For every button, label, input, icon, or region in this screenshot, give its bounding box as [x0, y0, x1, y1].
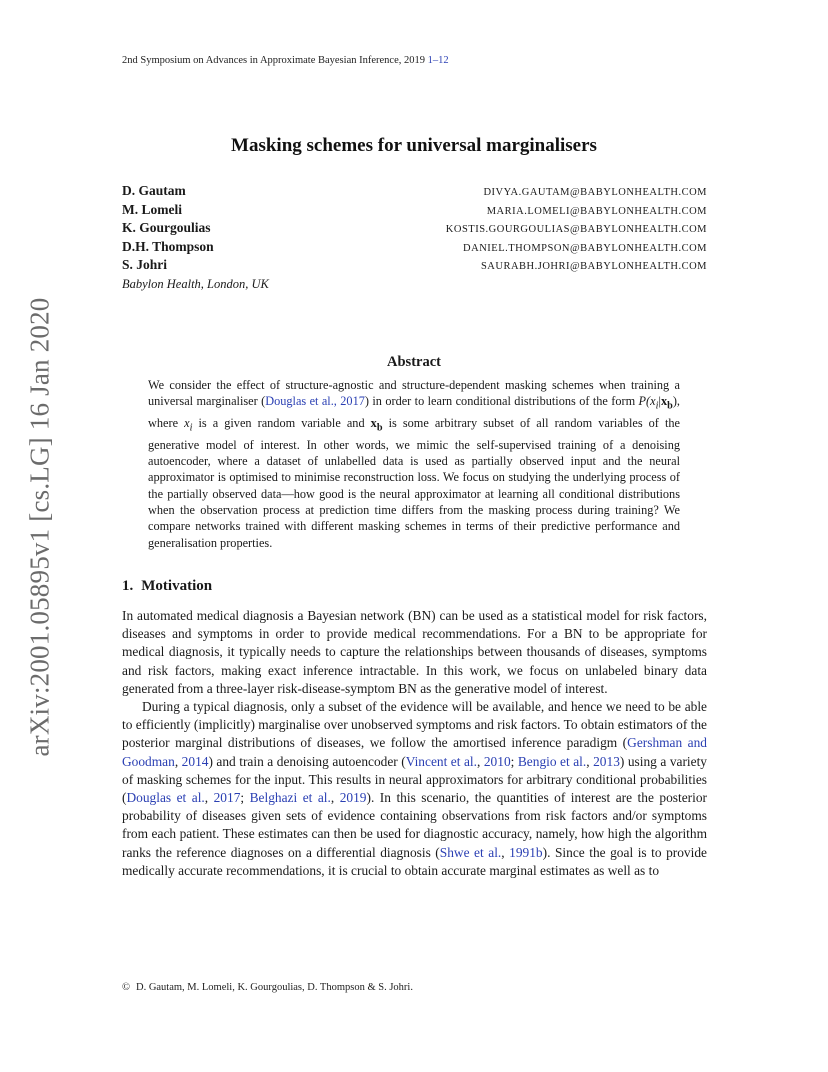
citation-year-link[interactable]: 2013 — [593, 753, 620, 769]
paragraph — [122, 698, 707, 880]
citation-year-link[interactable]: 2019 — [339, 790, 367, 806]
abstract-text: is a given random variable and — [192, 416, 371, 431]
author-email: MARIA.LOMELI@BABYLONHEALTH.COM — [486, 205, 707, 217]
section-heading — [122, 578, 212, 595]
author-row — [122, 220, 707, 239]
author-name: M. Lomeli — [122, 201, 182, 217]
paragraph-text: During a typical diagnosis, only a subset of the evidence will be available, and hence we need to be able to efficiently (implicitly) marginalise over unobserved symptoms and risk factors. To obtain estimators of the posterior marginal distributions of diseases, we follow the amortised inference paradigm ( — [122, 699, 707, 751]
math-part: x — [184, 416, 190, 431]
math-expression — [370, 416, 383, 434]
citation-year-link[interactable]: 1991b — [509, 844, 543, 860]
paragraph-text: ). In this scenario, the quantities of interest are the posterior probability of diseases given sets of evidence containing observations from risk factors and/or symptoms from each patient. These estimates can then be used for diagnostic accuracy, namely, how high the algorithm ranks the reference diagnoses on a differential diagnosis ( — [122, 790, 707, 860]
math-part: i — [655, 400, 659, 412]
math-part: | — [658, 394, 661, 409]
author-block — [122, 183, 707, 292]
author-row — [122, 239, 707, 258]
abstract-body — [148, 377, 680, 551]
arxiv-identifier-text: arXiv:2001.05895v1 [cs.LG] 16 Jan 2020 — [24, 297, 55, 757]
paragraph-text: ) using a variety of masking schemes for the input. This results in neural approximators for arbitrary conditional probabilities ( — [122, 753, 707, 806]
author-email: DIVYA.GAUTAM@BABYLONHEALTH.COM — [483, 187, 707, 198]
math-part: i — [189, 422, 193, 434]
abstract-text: ) in order to learn conditional distributions of the form — [364, 394, 639, 409]
author-email: KOSTIS.GOURGOULIAS@BABYLONHEALTH.COM — [445, 224, 707, 235]
paragraph-text: , — [501, 844, 510, 860]
citation-link[interactable]: Bengio et al. — [517, 753, 587, 769]
author-name: D.H. Thompson — [122, 238, 214, 254]
copyright-footer — [122, 982, 413, 993]
math-part: b — [376, 422, 383, 434]
math-part: ) — [672, 394, 677, 409]
header-text: 2nd Symposium on Advances in Approximate Bayesian Inference, 2019 — [122, 55, 428, 66]
paragraph-text: , — [330, 790, 340, 806]
citation-link[interactable]: Shwe et al. — [439, 844, 502, 860]
math-expression — [638, 394, 677, 412]
citation-year-link[interactable]: 2014 — [181, 753, 209, 769]
copyright-icon: © — [122, 982, 130, 993]
section-number: 1. — [122, 578, 134, 594]
citation-year-link[interactable]: 2017 — [213, 790, 241, 806]
author-email: SAURABH.JOHRI@BABYLONHEALTH.COM — [480, 261, 707, 272]
paragraph: In automated medical diagnosis a Bayesian network (BN) can be used as a statistical model for risk factors, diseases and symptoms in order to provide medical recommendations. For a BN to be appropriate for medical diagnosis, it typically needs to capture the relationships between thousands of diseases, symptoms and risk factors, making exact inference intractable. In this work, we focus on unlabeled binary data generated from a three-layer risk-disease-symptom BN as the generative model of interest. — [122, 608, 707, 696]
header-pages-link[interactable]: 1–12 — [427, 55, 449, 66]
math-part: P(x — [638, 394, 656, 409]
abstract-heading: Abstract — [387, 354, 441, 370]
citation-link[interactable]: Douglas et al. — [126, 790, 205, 806]
author-row — [122, 257, 707, 276]
paragraph-text: , — [586, 753, 594, 769]
math-part: b — [667, 400, 673, 412]
affiliation: Babylon Health, London, UK — [122, 276, 269, 291]
section-title-text: Motivation — [141, 578, 213, 594]
citation-link[interactable]: Vincent et al. — [405, 753, 477, 769]
running-header — [122, 55, 449, 66]
paragraph-text: ). Since the goal is to provide medically accurate recommendations, it is crucial to obtain accurate marginal estimates as well as to — [122, 844, 707, 878]
author-email: DANIEL.THOMPSON@BABYLONHEALTH.COM — [463, 242, 707, 254]
paragraph-text: ) and train a denoising autoencoder ( — [208, 753, 406, 769]
citation-year-link[interactable]: 2010 — [483, 753, 511, 769]
paragraph-text: ; — [240, 790, 250, 806]
author-row — [122, 183, 707, 202]
section-body — [122, 607, 707, 880]
abstract-text: is some arbitrary subset of all random variables of the generative model of interest. In other words, we mimic the self-supervised training of a denoising autoencoder, where a dataset of unlabelled data is used as partially observed input and the neural approximator is optimised to minimise reconstruction loss. We focus on studying the underlying process of the partially observed data—how good is the neural approximator at learning all conditional distributions when the observation process at prediction time differs from the masking process during training? We compare networks trained with different masking schemes in terms of their predictive performance and generalisation properties. — [148, 416, 680, 550]
abstract-text: We consider the effect of structure-agnostic and structure-dependent masking schemes when training a universal marginaliser ( — [148, 378, 680, 409]
author-row — [122, 202, 707, 221]
math-part: x — [660, 394, 668, 409]
author-name: K. Gourgoulias — [122, 220, 211, 235]
paper-title: Masking schemes for universal marginalisers — [231, 135, 597, 156]
paragraph-text: , — [477, 753, 484, 769]
citation-link[interactable]: Douglas et al., 2017 — [265, 394, 365, 409]
paragraph-text: , — [174, 753, 182, 769]
author-name: S. Johri — [122, 257, 168, 272]
paragraph-text: , — [204, 790, 214, 806]
citation-link[interactable]: Gershman and Goodman — [122, 735, 708, 769]
math-part: x — [370, 416, 377, 431]
author-name: D. Gautam — [122, 183, 186, 198]
abstract-text: , where — [148, 394, 680, 431]
footer-text: D. Gautam, M. Lomeli, K. Gourgoulias, D. Thompson & S. Johri. — [135, 982, 413, 993]
citation-link[interactable]: Belghazi et al. — [249, 790, 331, 806]
paragraph-text: ; — [510, 753, 518, 769]
